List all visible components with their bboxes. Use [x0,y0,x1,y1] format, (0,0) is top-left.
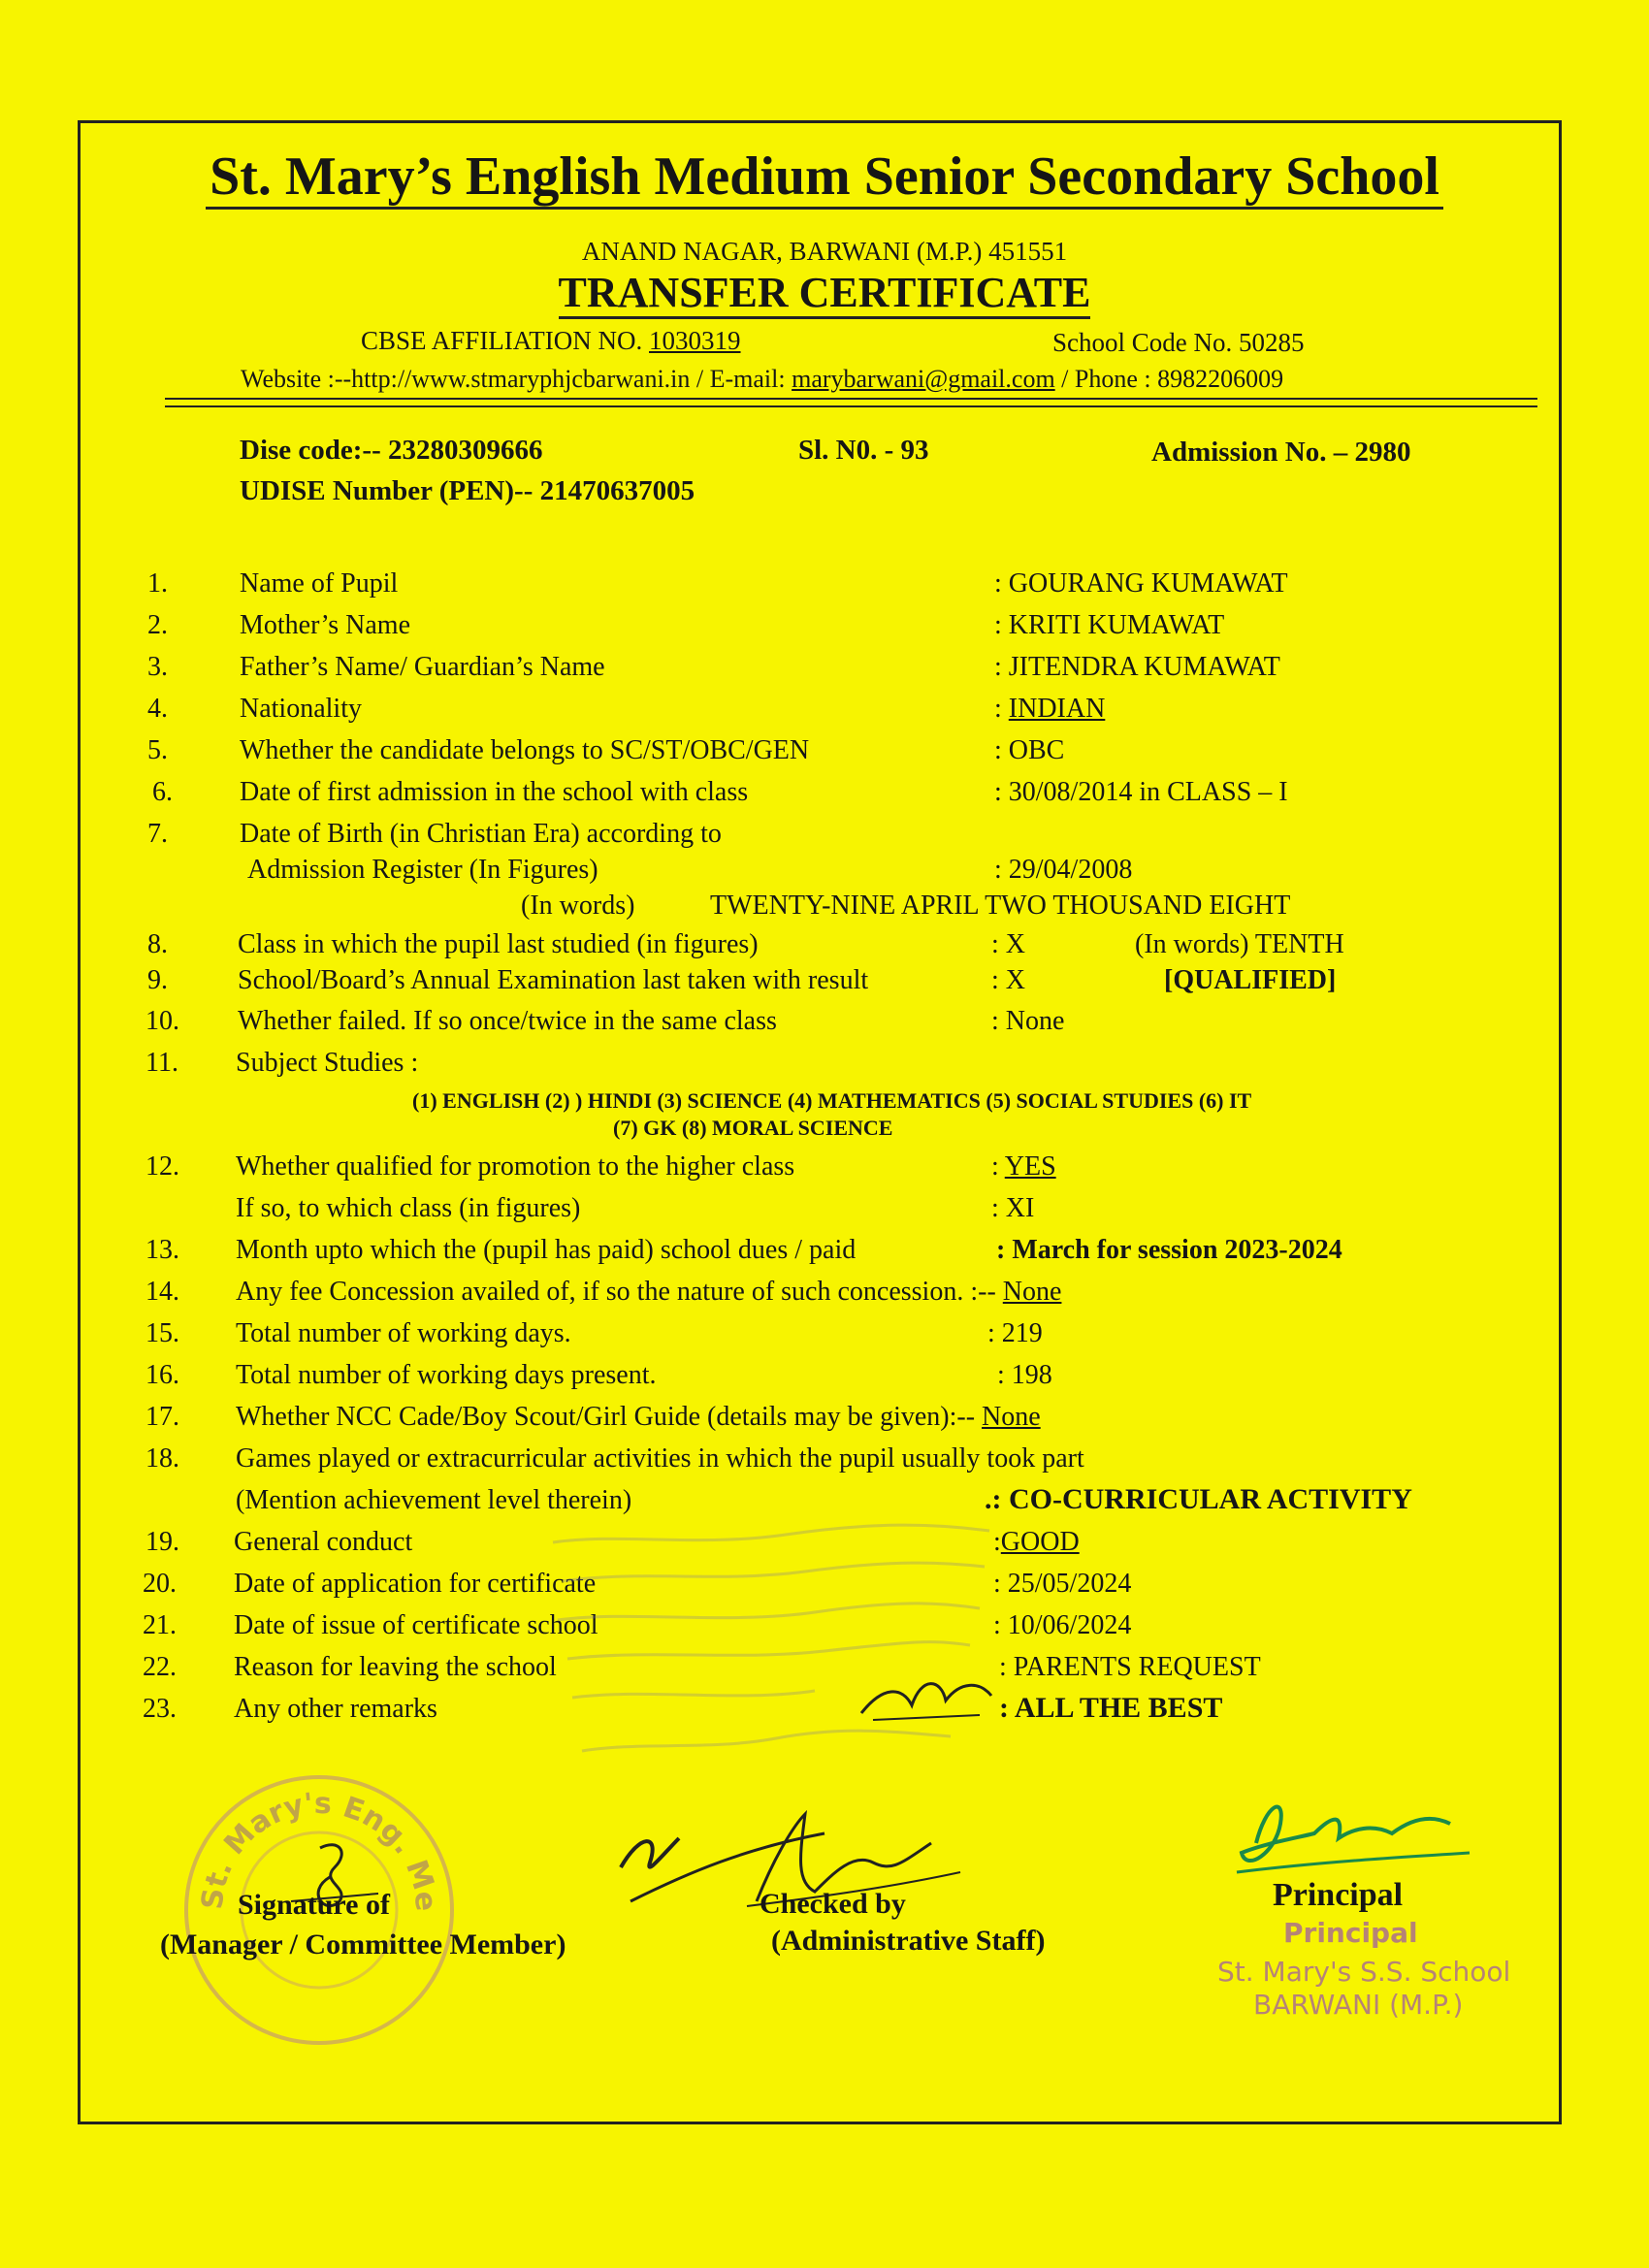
row-label: Reason for leaving the school [234,1652,557,1682]
row-value: : PARENTS REQUEST [999,1652,1261,1682]
principal-stamp-place: BARWANI (M.P.) [1253,1989,1464,2021]
row-label: Total number of working days present. [236,1360,657,1390]
serial-number: Sl. N0. - 93 [798,435,929,466]
row-label: Admission Register (In Figures) [247,855,598,885]
row-value: : 30/08/2014 in CLASS – I [994,777,1288,807]
row-label: Date of first admission in the school with class [240,777,749,807]
row-number: 10. [146,1006,179,1036]
school-name: St. Mary’s English Medium Senior Secondary School [0,146,1649,208]
row-label: Mother’s Name [240,610,410,640]
row-value: (In words) TENTH [1135,929,1344,959]
checked-by-role: (Administrative Staff) [771,1925,1046,1957]
phone: / Phone : 8982206009 [1061,365,1284,393]
remarks-signature [854,1667,999,1734]
row-value: [QUALIFIED] [1164,965,1337,995]
subject-list: (1) ENGLISH (2) ) HINDI (3) SCIENCE (4) MATHEMATICS (5) SOCIAL STUDIES (6) IT [412,1088,1252,1113]
row-label: Date of application for certificate [234,1569,597,1599]
row-value: : 10/06/2024 [993,1610,1132,1640]
row-label: Any fee Concession availed of, if so the nature of such concession. :-- None [236,1277,1062,1307]
row-label: Whether the candidate belongs to SC/ST/OBC/GEN [240,735,810,765]
row-value: .: CO-CURRICULAR ACTIVITY [985,1483,1412,1515]
manager-signature-role: (Manager / Committee Member) [160,1928,566,1960]
row-value: : 25/05/2024 [993,1569,1132,1599]
row-number: 20. [143,1569,177,1599]
row-value: : INDIAN [994,694,1106,724]
header-divider-2 [165,405,1537,407]
principal-stamp-title: Principal [1283,1917,1418,1949]
document-title: TRANSFER CERTIFICATE [0,268,1649,317]
website: Website :--http://www.stmaryphjcbarwani.in / E-mail: [241,365,786,393]
row-value: TWENTY-NINE APRIL TWO THOUSAND EIGHT [710,891,1291,921]
row-value: : 198 [997,1360,1052,1390]
row-number: 9. [147,965,168,995]
row-number: 8. [147,929,168,959]
row-value: : YES [991,1151,1056,1182]
row-value: : X [991,929,1025,959]
row-number: 1. [147,568,168,599]
row-label: Name of Pupil [240,568,399,599]
row-label: Whether qualified for promotion to the higher class [236,1151,795,1182]
row-number: 17. [146,1402,179,1432]
row-label: Subject Studies : [236,1048,419,1078]
row-label: Total number of working days. [236,1318,571,1348]
row-number: 22. [143,1652,177,1682]
row-label: Any other remarks [234,1694,437,1724]
row-number: 5. [147,735,168,765]
row-label: (In words) [521,891,635,921]
row-label: Whether failed. If so once/twice in the same class [238,1006,777,1036]
row-number: 16. [146,1360,179,1390]
svg-text:St. Mary's Eng. Med. S.: St. Mary's Eng. Me [195,1786,443,1913]
row-label: Class in which the pupil last studied (in figures) [238,929,759,959]
affiliation-number: 1030319 [649,326,741,355]
subject-list: (7) GK (8) MORAL SCIENCE [613,1116,893,1140]
row-label: If so, to which class (in figures) [236,1193,581,1223]
principal-label: Principal [1273,1877,1404,1913]
row-number: 3. [147,652,168,682]
row-number: 15. [146,1318,179,1348]
row-number: 2. [147,610,168,640]
row-value: : 29/04/2008 [994,855,1133,885]
row-label: Whether NCC Cade/Boy Scout/Girl Guide (details may be given):-- None [236,1402,1041,1432]
row-value: : None [991,1006,1065,1036]
row-value: : X [991,965,1025,995]
email-link[interactable]: marybarwani@gmail.com [792,365,1055,393]
row-label: General conduct [234,1527,413,1557]
row-value: : ALL THE BEST [999,1692,1223,1724]
header-divider [165,398,1537,400]
row-number: 11. [146,1048,178,1078]
school-address: ANAND NAGAR, BARWANI (M.P.) 451551 [581,237,1068,266]
contact-line [241,365,1283,394]
row-value: : OBC [994,735,1065,765]
row-label: Nationality [240,694,362,724]
row-value: : JITENDRA KUMAWAT [994,652,1280,682]
row-label: Date of issue of certificate school [234,1610,598,1640]
dise-code: Dise code:-- 23280309666 [240,435,543,466]
row-value: : 219 [987,1318,1043,1348]
row-number: 21. [143,1610,177,1640]
row-value: : GOURANG KUMAWAT [994,568,1288,599]
admission-number: Admission No. – 2980 [1151,437,1411,468]
row-value: : March for session 2023-2024 [996,1235,1342,1265]
row-label: Father’s Name/ Guardian’s Name [240,652,605,682]
row-number: 19. [146,1527,179,1557]
row-number: 4. [147,694,168,724]
row-number: 13. [146,1235,179,1265]
row-label: Date of Birth (in Christian Era) according to [240,819,722,849]
principal-signature [1227,1785,1479,1892]
manager-signature-label: Signature of [238,1889,390,1921]
row-label: (Mention achievement level therein) [236,1485,632,1515]
row-label: Month upto which the (pupil has paid) school dues / paid [236,1235,857,1265]
row-number: 23. [143,1694,177,1724]
row-number: 7. [147,819,168,849]
school-code: School Code No. 50285 [1052,328,1305,357]
checked-by-label: Checked by [760,1888,906,1920]
udise-number: UDISE Number (PEN)-- 21470637005 [240,475,695,506]
office-seal-watermark [543,1513,999,1785]
row-value: : KRITI KUMAWAT [994,610,1225,640]
row-label: School/Board’s Annual Examination last taken with result [238,965,869,995]
row-number: 12. [146,1151,179,1182]
row-label: Games played or extracurricular activities in which the pupil usually took part [236,1443,1084,1474]
row-number: 14. [146,1277,179,1307]
row-number: 18. [146,1443,179,1474]
row-value: : XI [991,1193,1035,1223]
row-value: :GOOD [993,1527,1080,1557]
affiliation: CBSE AFFILIATION NO. 1030319 [361,326,741,355]
principal-stamp-school: St. Mary's S.S. School [1217,1956,1511,1988]
row-number: 6. [152,777,173,807]
